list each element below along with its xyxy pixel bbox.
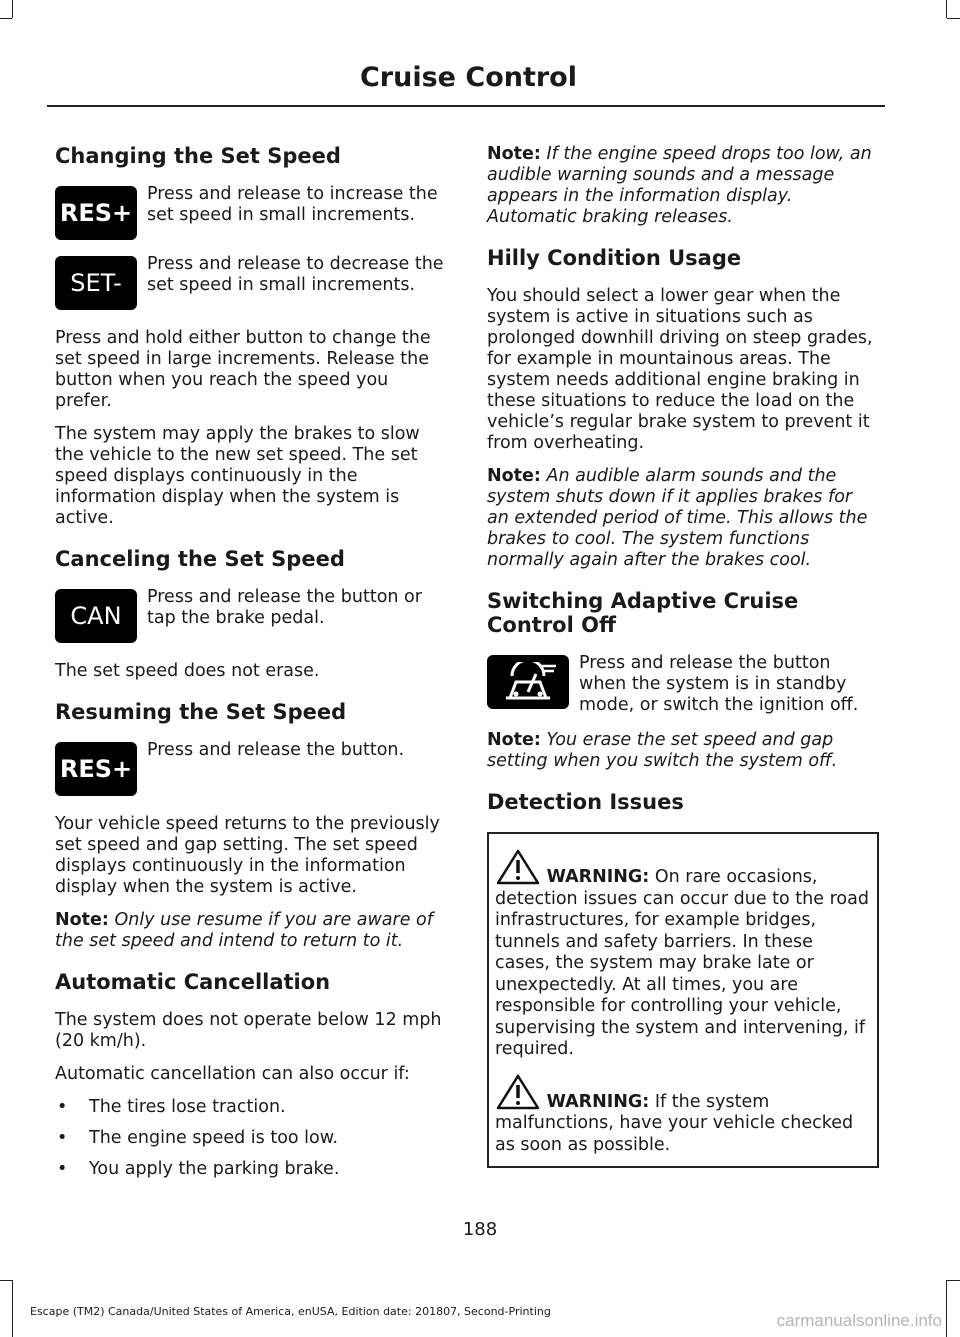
crop-mark bbox=[947, 1280, 960, 1281]
can-description: Press and release the button or tap the brake pedal. bbox=[147, 587, 422, 628]
cancellation-list bbox=[55, 1097, 447, 1180]
set-minus-button-icon: SET- bbox=[55, 256, 137, 310]
res-plus-row bbox=[55, 184, 447, 240]
section-heading-changing: Changing the Set Speed bbox=[55, 144, 341, 168]
brakes-paragraph: The system may apply the brakes to slow the vehicle to the new set speed. The set speed displays continuously in the information display when the system is active. bbox=[55, 424, 420, 528]
warning-paragraph: WARNING: On rare occasions, detection issues can occur due to the road infrastructures, for example bridges, tunnels and safety barriers. In these cases, the system may brake late or unexpectedly. At all times, you are responsible for controlling your vehicle, supervising the system and intervening, if required. bbox=[495, 848, 869, 1061]
crop-mark bbox=[946, 0, 947, 18]
hold-paragraph: Press and hold either button to change the set speed in large increments. Release the button when you reach the speed you prefer. bbox=[55, 328, 431, 411]
car-gauge-icon bbox=[496, 662, 560, 702]
section-heading-hilly: Hilly Condition Usage bbox=[487, 246, 742, 270]
section-heading-resuming: Resuming the Set Speed bbox=[55, 700, 347, 724]
alarm-note: Note: An audible alarm sounds and the system shuts down if it applies brakes for an extended period of time. This allows the brakes to cool. The system functions normally again after the brakes cool. bbox=[487, 466, 868, 570]
not-erase-paragraph: The set speed does not erase. bbox=[55, 661, 320, 681]
warning-box bbox=[487, 832, 879, 1168]
can-button-icon: CAN bbox=[55, 589, 137, 643]
crop-mark bbox=[947, 18, 960, 19]
warning-paragraph: WARNING: If the system malfunctions, have your vehicle checked as soon as possible. bbox=[495, 1073, 869, 1157]
acc-off-row bbox=[487, 653, 879, 716]
section-heading-detection: Detection Issues bbox=[487, 790, 684, 814]
list-item: • The tires lose traction. bbox=[57, 1097, 286, 1117]
hilly-paragraph: You should select a lower gear when the system is active in situations such as prolonged downhill driving on steep grades, for example in mountainous areas. The system needs additional engine braking in these situations to reduce the load on the vehicle’s regular brake system to prevent it from overheating. bbox=[487, 286, 873, 453]
erase-note: Note: You erase the set speed and gap setting when you switch the system off. bbox=[487, 730, 838, 771]
adaptive-cruise-control-icon bbox=[487, 655, 569, 709]
crop-mark bbox=[12, 1280, 13, 1337]
set-minus-row bbox=[55, 254, 447, 310]
warning-triangle-icon bbox=[495, 1073, 541, 1111]
warning-triangle-icon bbox=[495, 848, 541, 886]
header-divider bbox=[47, 105, 885, 107]
list-item: • The engine speed is too low. bbox=[57, 1128, 339, 1148]
section-heading-canceling: Canceling the Set Speed bbox=[55, 547, 345, 571]
res-plus-button-icon: RES+ bbox=[55, 186, 137, 240]
list-item: • You apply the parking brake. bbox=[57, 1159, 340, 1179]
footer-edition: Escape (TM2) Canada/United States of America, enUSA, Edition date: 201807, Second-Printing bbox=[30, 1305, 551, 1318]
resume-description: Press and release the button. bbox=[147, 740, 405, 760]
engine-speed-note: Note: If the engine speed drops too low, an audible warning sounds and a message appears in the information display. Automatic braking releases. bbox=[487, 144, 872, 227]
returns-paragraph: Your vehicle speed returns to the previously set speed and gap setting. The set speed displays continuously in the information display when the system is active. bbox=[55, 814, 440, 897]
resume-row bbox=[55, 740, 447, 796]
page-number: 188 bbox=[462, 1219, 498, 1240]
also-occur-paragraph: Automatic cancellation can also occur if: bbox=[55, 1064, 410, 1084]
can-row bbox=[55, 587, 447, 643]
resume-note: Note: Only use resume if you are aware of the set speed and intend to return to it. bbox=[55, 910, 433, 951]
res-plus-description: Press and release to increase the set speed in small increments. bbox=[147, 184, 438, 225]
page-title: Cruise Control bbox=[359, 62, 577, 93]
acc-off-description: Press and release the button when the system is in standby mode, or switch the ignition off. bbox=[579, 653, 859, 715]
crop-mark bbox=[0, 18, 12, 19]
below-speed-paragraph: The system does not operate below 12 mph (20 km/h). bbox=[55, 1010, 442, 1051]
resume-button-icon: RES+ bbox=[55, 742, 137, 796]
set-minus-description: Press and release to decrease the set speed in small increments. bbox=[147, 254, 444, 295]
section-heading-switching: Switching Adaptive Cruise Control Off bbox=[487, 589, 799, 637]
section-heading-automatic: Automatic Cancellation bbox=[55, 970, 331, 994]
crop-mark bbox=[0, 1280, 12, 1281]
watermark: carmanualsonline.info bbox=[776, 1311, 942, 1330]
crop-mark bbox=[946, 1280, 947, 1337]
left-column bbox=[55, 144, 447, 1190]
crop-mark bbox=[12, 0, 13, 18]
right-column bbox=[487, 144, 879, 1168]
